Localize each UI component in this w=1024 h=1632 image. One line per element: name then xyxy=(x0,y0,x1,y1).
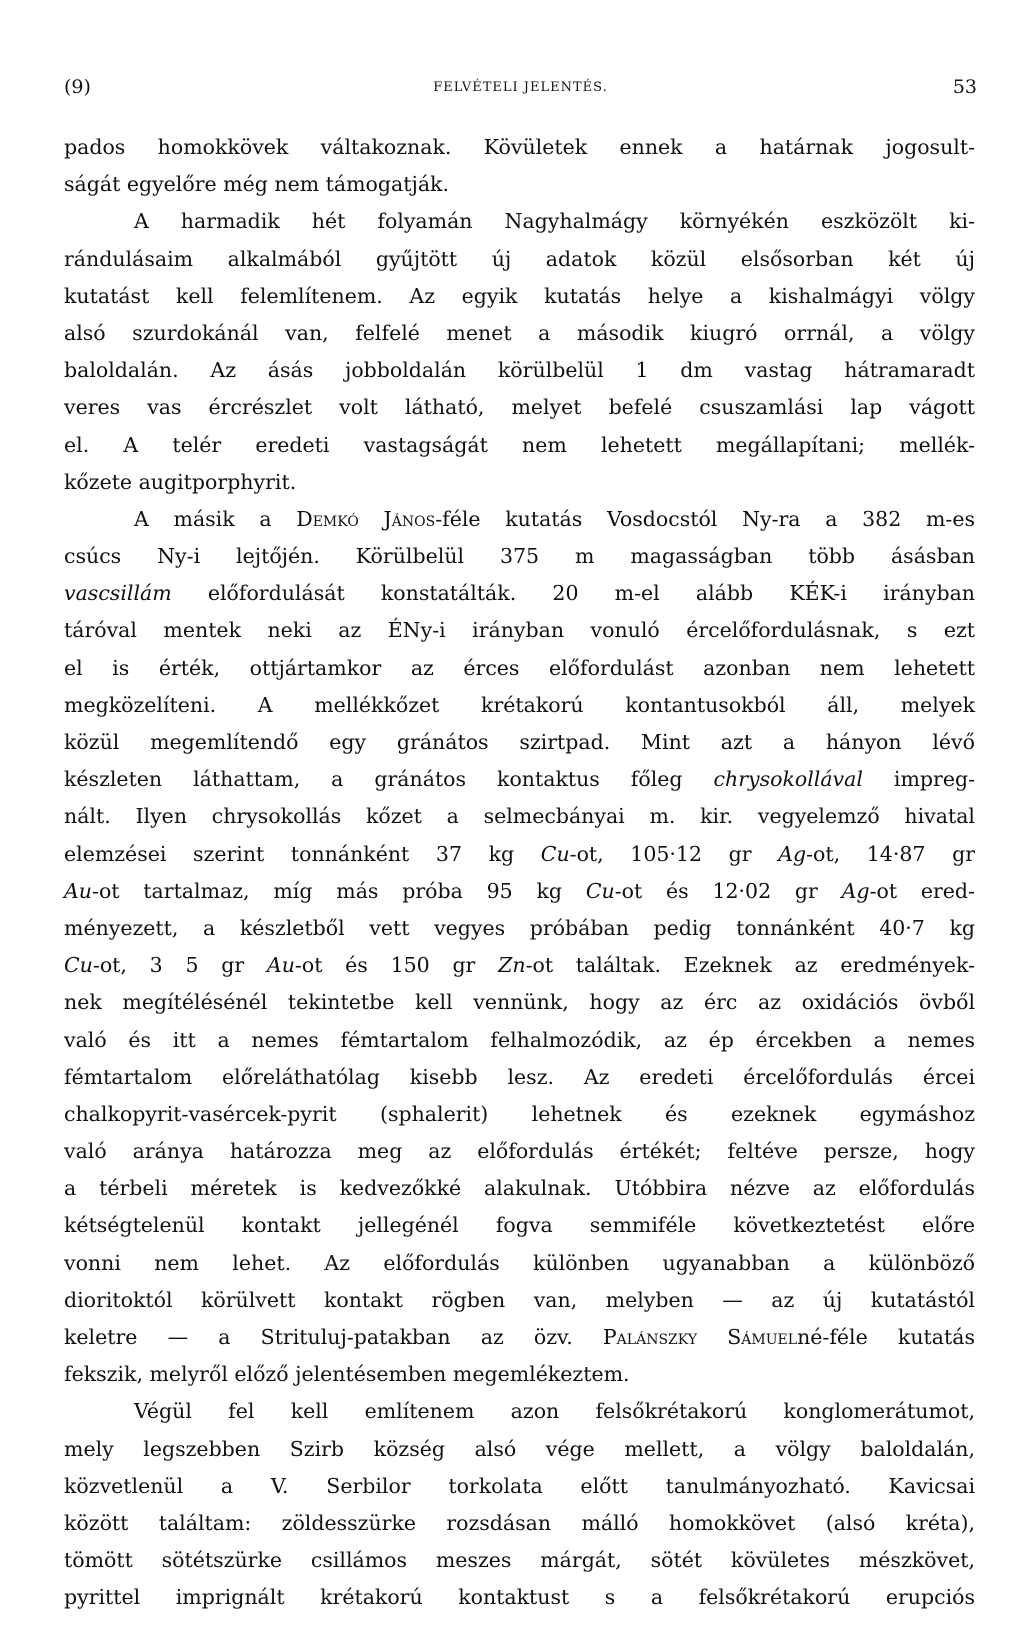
text-line xyxy=(64,761,975,798)
text-line: megközelíteni. A mellékkőzet krétakorú kontantusokból áll, melyek xyxy=(64,692,975,717)
text-line: fekszik, melyről előző jelentésemben megemlékeztem. xyxy=(64,1362,630,1387)
text-line: való aránya határozza meg az előfordulás értékét; feltéve persze, hogy xyxy=(64,1139,975,1164)
person-name: Demkó János xyxy=(296,506,436,531)
text-segment: -ot tartalmaz, míg más próba 95 kg xyxy=(92,878,586,903)
left-page-mark: (9) xyxy=(64,76,91,98)
text-segment: -ot és 12·02 gr xyxy=(614,878,842,903)
text-line: ságát egyelőre még nem támogatják. xyxy=(64,172,449,197)
text-line: közvetlenül a V. Serbilor torkolata előtt tanulmányozható. Kavicsai xyxy=(64,1473,975,1498)
text-segment: készleten láthattam, a gránátos kontaktus főleg xyxy=(64,767,714,792)
text-line: pyrittel imprignált krétakorú kontaktust s a felsőkrétakorú erupciós xyxy=(64,1585,975,1610)
text-line: nált. Ilyen chrysokollás kőzet a selmecbányai m. kir. vegyelemző hivatal xyxy=(64,804,975,829)
text-line: között találtam: zöldesszürke rozsdásan málló homokkövet (alsó kréta), xyxy=(64,1510,975,1535)
text-segment: A másik a xyxy=(134,506,297,531)
text-segment: -ot ered- xyxy=(869,878,975,903)
text-line: mely legszebben Szirb község alsó vége mellett, a völgy baloldalán, xyxy=(64,1436,975,1461)
text-line: A harmadik hét folyamán Nagyhalmágy környékén eszközölt ki- xyxy=(134,209,975,234)
text-line xyxy=(64,873,975,910)
text-line xyxy=(64,575,975,612)
text-line: veres vas ércrészlet volt látható, melyet befelé csuszamlási lap vágott xyxy=(64,395,975,420)
page-header xyxy=(64,76,977,106)
text-line: baloldalán. Az ásás jobboldalán körülbelül 1 dm vastag hátramaradt xyxy=(64,358,975,383)
italic-term: Ag xyxy=(778,841,807,866)
text-line: közül megemlítendő egy gránátos szirtpad. Mint azt a hányon lévő xyxy=(64,730,975,754)
text-line: nek megítélésénél tekintetbe kell vennünk, hogy az érc az oxidációs övből xyxy=(64,990,975,1015)
text-segment: előfordulását konstatálták. 20 m-el alább KÉK-i irányban xyxy=(171,581,975,606)
italic-term: Au xyxy=(266,953,295,978)
text-line: alsó szurdokánál van, felfelé menet a második kiugró orrnál, a völgy xyxy=(64,320,975,345)
text-line xyxy=(64,836,975,873)
running-title: FELVÉTELI JELENTÉS. xyxy=(433,80,608,95)
page-number: 53 xyxy=(952,76,977,98)
italic-term: Cu xyxy=(540,841,570,866)
text-line: Végül fel kell említenem azon felsőkrétakorú konglomerátumot, xyxy=(134,1399,975,1424)
text-line: táróval mentek neki az ÉNy-i irányban vonuló ércelőfordulásnak, s ezt xyxy=(64,618,975,643)
text-line xyxy=(64,501,975,538)
text-line: pados homokkövek váltakoznak. Kövületek ennek a határnak jogosult- xyxy=(64,135,975,159)
text-segment: -ot találtak. Ezeknek az eredmények- xyxy=(525,953,975,978)
text-segment: -ot, 14·87 gr xyxy=(806,841,975,866)
text-segment: -féle kutatás Vosdocstól Ny-ra a 382 m-es xyxy=(435,506,975,531)
italic-term: chrysokollával xyxy=(713,767,863,792)
text-line: rándulásaim alkalmából gyűjtött új adatok közül elsősorban két új xyxy=(64,246,975,271)
text-line: el is érték, ottjártamkor az érces előfordulást azonban nem lehetett xyxy=(64,655,975,680)
text-segment: impreg- xyxy=(862,767,975,792)
text-segment: -ot, 3 5 gr xyxy=(92,953,267,978)
italic-term: Cu xyxy=(64,953,93,978)
text-line: chalkopyrit-vasércek-pyrit (sphalerit) lehetnek és ezeknek egymáshoz xyxy=(64,1101,975,1126)
text-line: a térbeli méretek is kedvezőkké alakulnak. Utóbbira nézve az előfordulás xyxy=(64,1176,975,1201)
italic-term: vascsillám xyxy=(64,581,172,606)
text-line: dioritoktól körülvett kontakt rögben van, melyben — az új kutatástól xyxy=(64,1287,975,1312)
text-line: csúcs Ny-i lejtőjén. Körülbelül 375 m magasságban több ásásban xyxy=(64,544,975,569)
italic-term: Zn xyxy=(498,953,526,978)
text-segment: elemzései szerint tonnánként 37 kg xyxy=(64,841,541,866)
text-line: el. A telér eredeti vastagságát nem lehetett megállapítani; mellék- xyxy=(64,432,975,457)
person-name: Palánszky Sámuel xyxy=(602,1325,798,1349)
text-line xyxy=(64,1319,975,1356)
text-line: fémtartalom előreláthatólag kisebb lesz. Az eredeti ércelőfordulás ércei xyxy=(64,1064,975,1089)
text-line xyxy=(64,947,975,984)
text-segment: né-féle kutatás xyxy=(797,1325,975,1349)
text-line: kétségtelenül kontakt jellegénél fogva semmiféle következtetést előre xyxy=(64,1213,975,1238)
text-line: kőzete augitporphyrit. xyxy=(64,469,297,494)
text-line: kutatást kell felemlítenem. Az egyik kutatás helye a kishalmágyi völgy xyxy=(64,283,975,308)
text-segment: -ot, 105·12 gr xyxy=(569,841,779,866)
italic-term: Cu xyxy=(585,878,615,903)
body-text xyxy=(64,129,975,1617)
text-line: tömött sötétszürke csillámos meszes márgát, sötét kövületes mészkövet, xyxy=(64,1548,975,1573)
text-segment: -ot és 150 gr xyxy=(294,953,499,978)
italic-term: Au xyxy=(64,878,93,903)
italic-term: Ag xyxy=(841,878,870,903)
text-segment: keletre — a Strituluj-patakban az özv. xyxy=(64,1325,603,1349)
text-line: való és itt a nemes fémtartalom felhalmozódik, az ép ércekben a nemes xyxy=(64,1027,975,1052)
text-line: ményezett, a készletből vett vegyes próbában pedig tonnánként 40·7 kg xyxy=(64,915,975,940)
text-line: vonni nem lehet. Az előfordulás különben ugyanabban a különböző xyxy=(64,1250,975,1275)
